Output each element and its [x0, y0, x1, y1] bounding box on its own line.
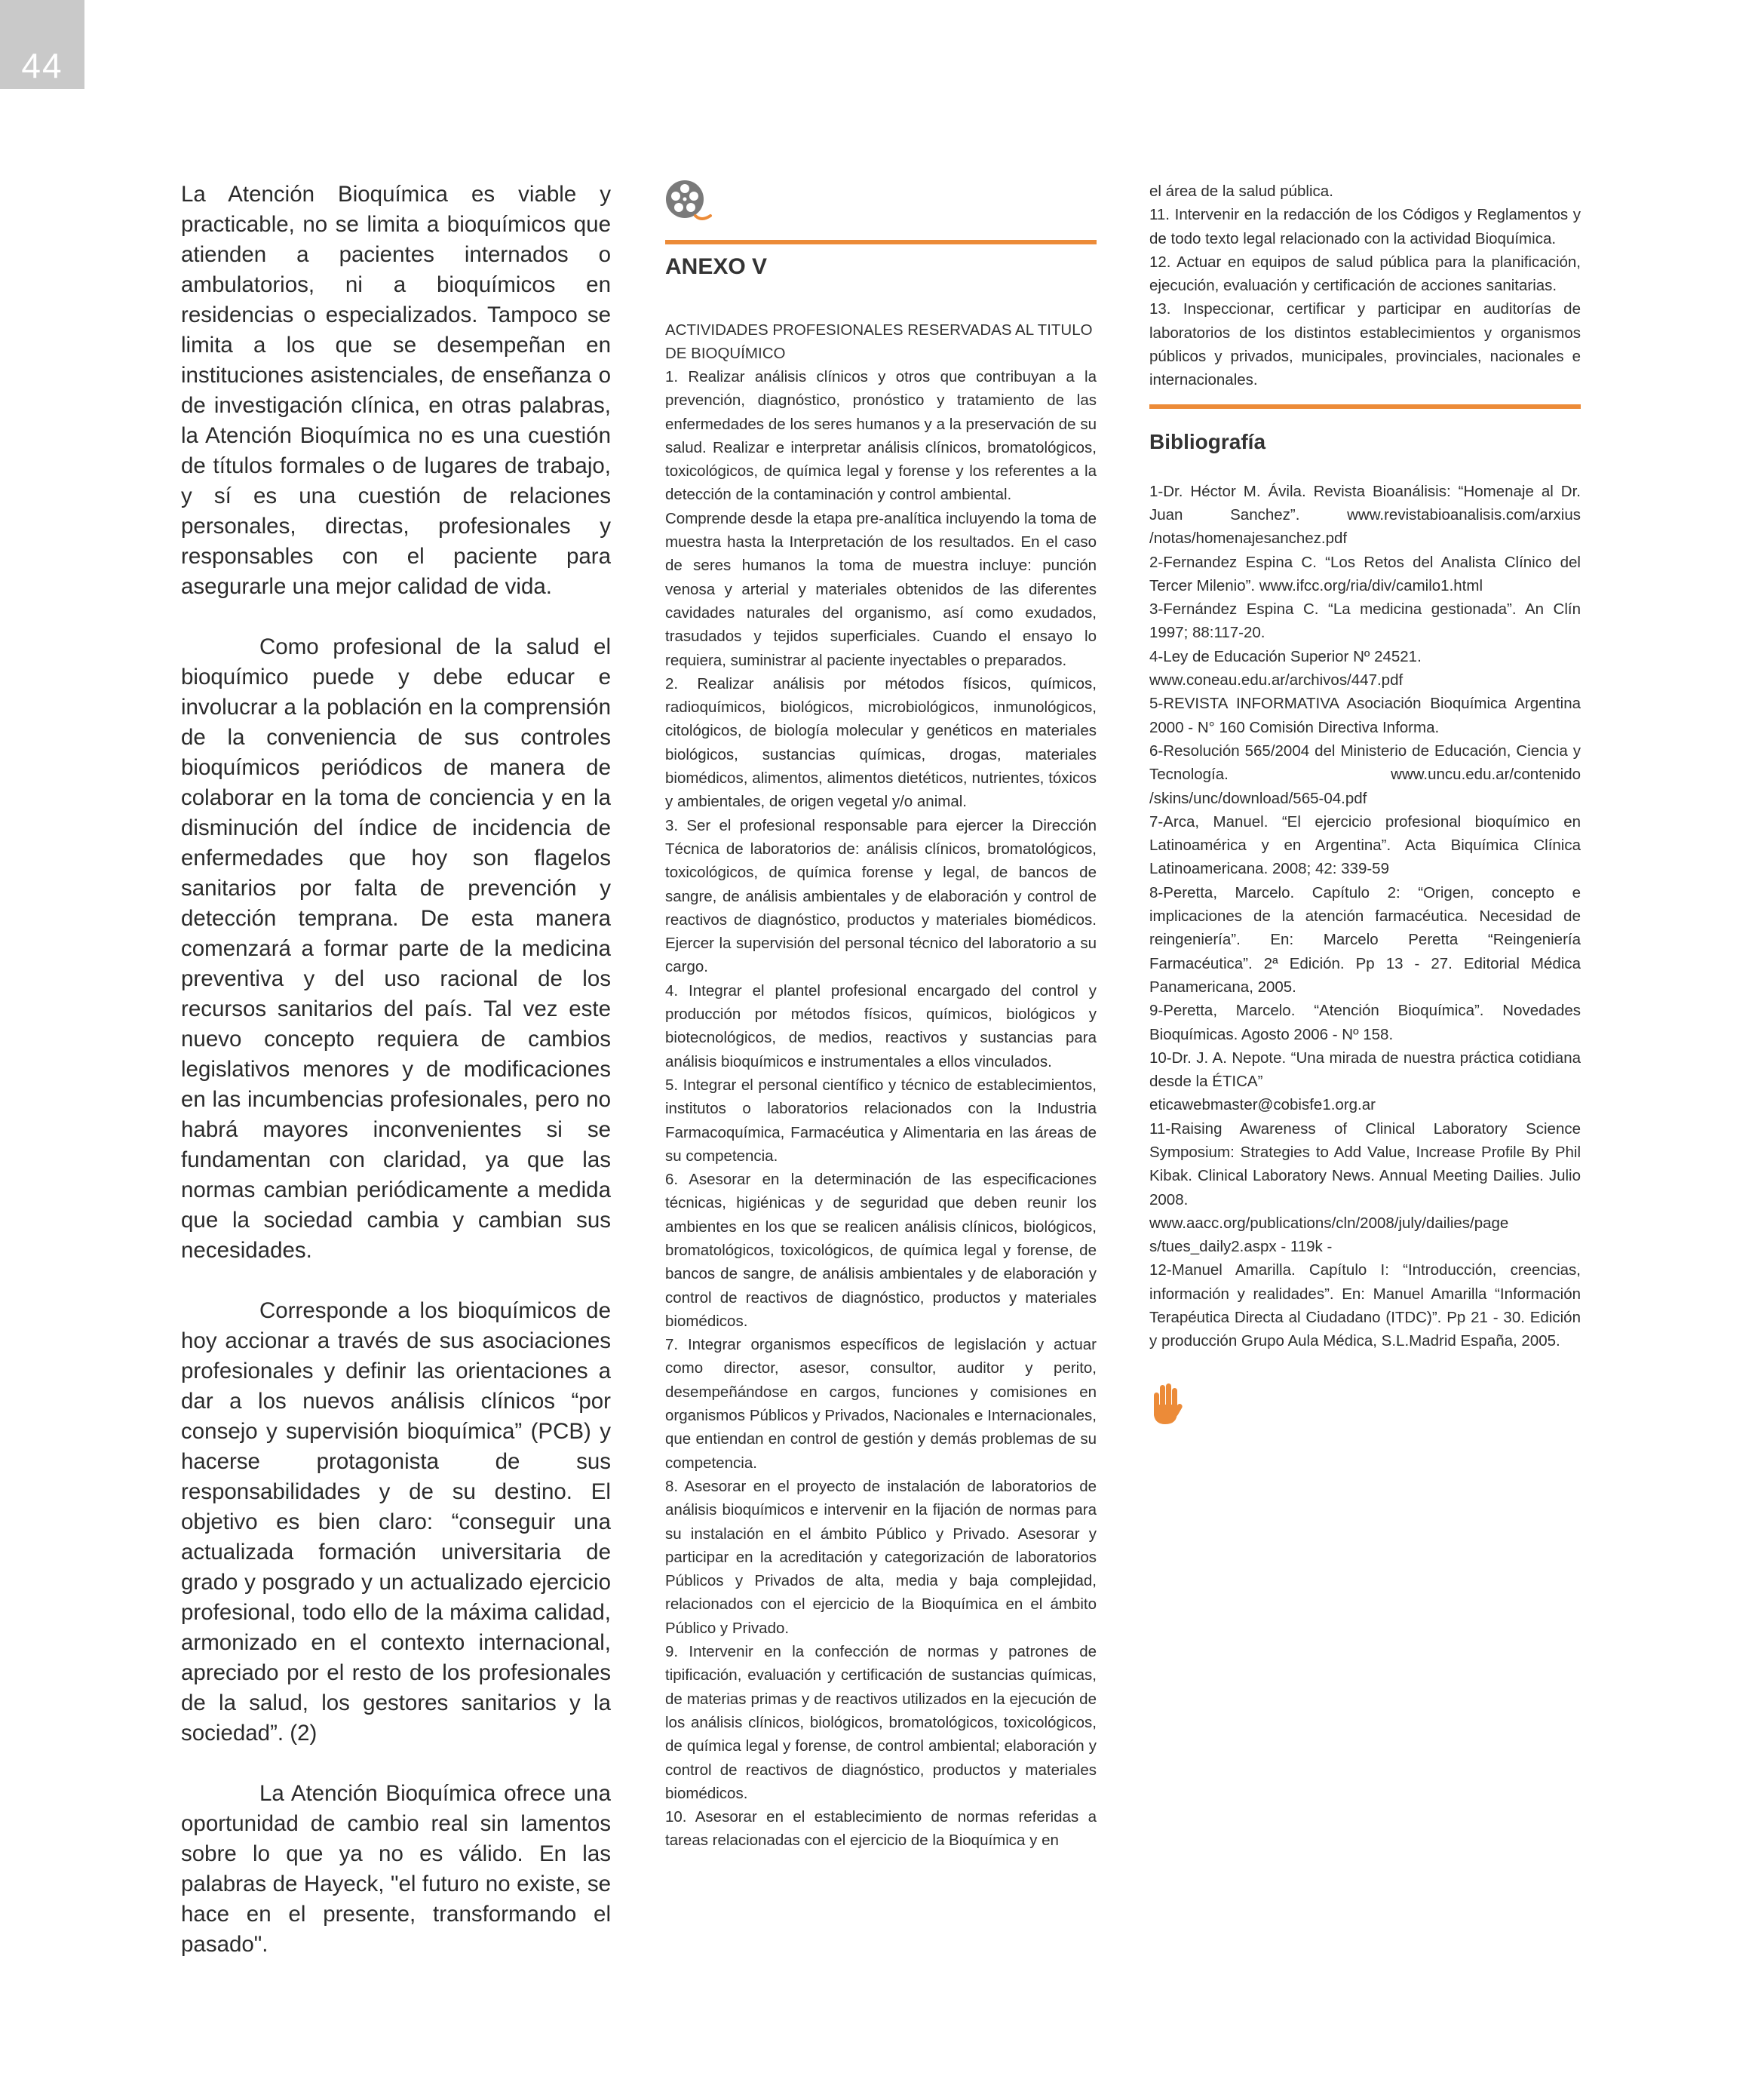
annex-item: el área de la salud pública. [1149, 183, 1333, 200]
reference-item: 5-REVISTA INFORMATIVA Asociación Bioquímica Argentina 2000 - N° 160 Comisión Directiva Informa. [1149, 695, 1581, 736]
annex-divider [665, 240, 1097, 244]
annex-item: 10. Asesorar en el establecimiento de normas referidas a tareas relacionadas con el ejercicio de la Bioquímica y en [665, 1808, 1097, 1850]
bibliography-title: Bibliografía [1149, 429, 1266, 453]
body-column-left [181, 180, 611, 1990]
reference-item: 6-Resolución 565/2004 del Ministerio de Educación, Ciencia y Tecnología. www.uncu.edu.ar/contenido /skins/unc/download/565-04.pdf [1149, 742, 1581, 807]
paragraph-4: La Atención Bioquímica ofrece una oportunidad de cambio real sin lamentos sobre lo que ya no es válido. En las palabras de Hayeck, "el futuro no existe, se hace en el presente, transformando el pasado". [181, 1781, 611, 1957]
annex-subtitle: ACTIVIDADES PROFESIONALES RESERVADAS AL TITULO DE BIOQUÍMICO [665, 321, 1093, 362]
annex-column [665, 180, 1097, 1853]
reference-item: 7-Arca, Manuel. “El ejercicio profesional bioquímico en Latinoamérica y en Argentina”. Acta Biquímica Clínica Latinoamericana. 2008; 42: 339-59 [1149, 812, 1581, 878]
reference-item: 1-Dr. Héctor M. Ávila. Revista Bioanálisis: “Homenaje al Dr. Juan Sanchez”. www.revistabioanalisis.com/arxius /notas/homenajesanchez.pdf [1149, 482, 1581, 548]
annex-item: Comprende desde la etapa pre-analítica incluyendo la toma de muestra hasta la Interpretación de los resultados. En el caso de seres humanos la toma de muestra incluye: punción venosa y arterial y materiales obtenidos de las diferentes cavidades naturales del organismo, así como exudados, trasudados y tejidos superficiales. Cuando el ensayo lo requiera, suministrar al paciente inyectables o preparados. [665, 509, 1097, 669]
annex-item: 4. Integrar el plantel profesional encargado del control y producción por métodos físicos, químicos, biológicos y biotecnológicos, de medios, reactivos y sustancias para análisis bioquímicos e instrumentales a ellos vinculados. [665, 981, 1097, 1070]
reference-item: eticawebmaster@cobisfe1.org.ar [1149, 1096, 1376, 1114]
bibliography-divider [1149, 404, 1581, 409]
annex-item: 3. Ser el profesional responsable para ejercer la Dirección Técnica de laboratorios de: análisis clínicos, bromatológicos, toxicológicos, de química forense y legal, de bancos de sangre, de análisis ambientales y de elaboración y control de reactivos de diagnóstico, productos y materiales biomédicos. Ejercer la supervisión del personal técnico del laboratorio a su cargo. [665, 816, 1097, 976]
annex-item: 6. Asesorar en la determinación de las especificaciones técnicas, higiénicas y de seguridad que deben reunir los ambientes en los que se realicen análisis clínicos, biológicos, bromatológicos, toxicológicos, de química legal y forense, de bancos de sangre, de análisis ambientales y de elaboración y control de reactivos de diagnóstico, productos y materiales biomédicos. [665, 1171, 1097, 1330]
reference-item: 8-Peretta, Marcelo. Capítulo 2: “Origen, concepto e implicaciones de la atención farmacéutica. Necesidad de reingeniería”. En: Marcelo Peretta “Reingeniería Farmacéutica”. 2ª Edición. Pp 13 - 27. Editorial Médica Panamericana, 2005. [1149, 883, 1581, 996]
annex-item: 5. Integrar el personal científico y técnico de establecimientos, institutos o laboratorios relacionados con la Industria Farmacoquímica, Farmacéutica y Alimentaria en las áreas de su competencia. [665, 1076, 1097, 1165]
paragraph-2: Como profesional de la salud el bioquímico puede y debe educar e involucrar a la población en la comprensión de la conveniencia de sus controles bioquímicos periódicos de manera de colaborar en la toma de conciencia y en la disminución del índice de incidencia de enfermedades que hoy son flagelos sanitarios por falta de prevención y detección temprana. De esta manera comenzará a formar parte de la medicina preventiva y del uso racional de los recursos sanitarios del país. Tal vez este nuevo concepto requiera de cambios legislativos menores y de modificaciones en las incumbencias profesionales, pero no habrá mayores inconvenientes si se fundamentan con claridad, ya que las normas cambian periódicamente a medida que la sociedad cambia y cambian sus necesidades. [181, 634, 611, 1263]
reference-item: 11-Raising Awareness of Clinical Laboratory Science Symposium: Strategies to Add Value, Increase Profile By Phil Kibak. Clinical Laboratory News. Annual Meeting Dailies. Julio 2008. [1149, 1119, 1581, 1208]
reference-item: 4-Ley de Educación Superior Nº 24521. [1149, 647, 1422, 665]
annex-item: 7. Integrar organismos específicos de legislación y actuar como director, asesor, consultor, auditor y perito, desempeñándose en cargos, funciones y comisiones en organismos Públicos y Privados, Nacionales e Internacionales, que entiendan en control de gestión y demás problemas de su competencia. [665, 1336, 1097, 1472]
page-number-tab [0, 0, 84, 89]
hand-icon [1149, 1382, 1184, 1426]
paragraph-3: Corresponde a los bioquímicos de hoy accionar a través de sus asociaciones profesionales y definir las orientaciones a dar a los nuevos análisis clínicos “por consejo y supervisión bioquímica” (PCB) y hacerse protagonista de sus responsabilidades y de su destino. El objetivo es bien claro: “conseguir una actualizada formación universitaria de grado y posgrado y un actualizado ejercicio profesional, todo ello de la máxima calidad, armonizado en el contexto internacional, apreciado por el resto de los profesionales de la salud, los gestores sanitarios y la sociedad”. (2) [181, 1298, 611, 1746]
annex-item: 8. Asesorar en el proyecto de instalación de laboratorios de análisis bioquímicos e intervenir en la fijación de normas para su instalación en el ámbito Público y Privado. Asesorar y participar en la acreditación y categorización de laboratorios Públicos y Privados de alta, media y baja complejidad, relacionados con el ejercicio de la Bioquímica en el ámbito Público y Privado. [665, 1477, 1097, 1637]
reference-item: 2-Fernandez Espina C. “Los Retos del Analista Clínico del Tercer Milenio”. www.ifcc.org/ria/div/camilo1.html [1149, 553, 1581, 594]
reference-item: www.aacc.org/publications/cln/2008/july/dailies/page s/tues_daily2.aspx - 119k - [1149, 1214, 1509, 1256]
annex-title: ANEXO V [665, 254, 768, 279]
reference-item: 9-Peretta, Marcelo. “Atención Bioquímica”. Novedades Bioquímicas. Agosto 2006 - Nº 158. [1149, 1002, 1581, 1043]
reference-item: 3-Fernández Espina C. “La medicina gestionada”. An Clín 1997; 88:117-20. [1149, 600, 1581, 642]
reference-item: 12-Manuel Amarilla. Capítulo I: “Introducción, creencias, información y realidades”. En: Manuel Amarilla “Información Terapéutica Directa al Ciudadano (ITDC)”. Pp 21 - 30. Edición y producción Grupo Aula Médica, S.L.Madrid España, 2005. [1149, 1261, 1581, 1350]
annex-item: 9. Intervenir en la confección de normas y patrones de tipificación, evaluación y certificación de sustancias químicas, de materias primas y de reactivos utilizados en la ejecución de los análisis clínicos, biológicos, bromatológicos, toxicológicos, de química legal y forense, de control ambiental; elaboración y control de reactivos de diagnóstico, productos y materiales biomédicos. [665, 1643, 1097, 1802]
reference-item: 10-Dr. J. A. Nepote. “Una mirada de nuestra práctica cotidiana desde la ÉTICA” [1149, 1049, 1581, 1091]
paragraph-1: La Atención Bioquímica es viable y practicable, no se limita a bioquímicos que atienden a pacientes internados o ambulatorios, ni a bioquímicos en residencias o especializados. Tampoco se limita a los que se desempeñan en instituciones asistenciales, de enseñanza o de investigación clínica, en otras palabras, la Atención Bioquímica no es una cuestión de títulos formales o de lugares de trabajo, y sí es una cuestión de relaciones personales, directas, profesionales y responsables con el paciente para asegurarle una mejor calidad de vida. [181, 182, 611, 599]
annex-item: 1. Realizar análisis clínicos y otros que contribuyan a la prevención, diagnóstico, pronóstico y tratamiento de las enfermedades de los seres humanos y a la preservación de su salud. Realizar e interpretar análisis clínicos, bromatológicos, toxicológicos, de química legal y forense y los referentes a la detección de la contaminación y control ambiental. [665, 368, 1097, 504]
page-number: 44 [21, 46, 63, 85]
annex-item: 13. Inspeccionar, certificar y participar en auditorías de laboratorios de los distintos establecimientos y organismos públicos y privados, municipales, provinciales, nacionales e internacionales. [1149, 300, 1581, 389]
annex-item: 12. Actuar en equipos de salud pública para la planificación, ejecución, evaluación y certificación de acciones sanitarias. [1149, 253, 1581, 295]
reference-item: www.coneau.edu.ar/archivos/447.pdf [1149, 671, 1404, 689]
annex-item: 11. Intervenir en la redacción de los Códigos y Reglamentos y de todo texto legal relacionado con la actividad Bioquímica. [1149, 206, 1581, 247]
bibliography-column [1149, 180, 1581, 1426]
annex-item: 2. Realizar análisis por métodos físicos, químicos, radioquímicos, biológicos, microbiológicos, inmunológicos, citológicos, de biología molecular y genéticos en materiales biológicos, sustancias químicas, drogas, materiales biomédicos, alimentos, alimentos dietéticos, nutrientes, tóxicos y ambientales, de origen vegetal y/o animal. [665, 674, 1097, 811]
film-reel-icon [665, 180, 716, 225]
